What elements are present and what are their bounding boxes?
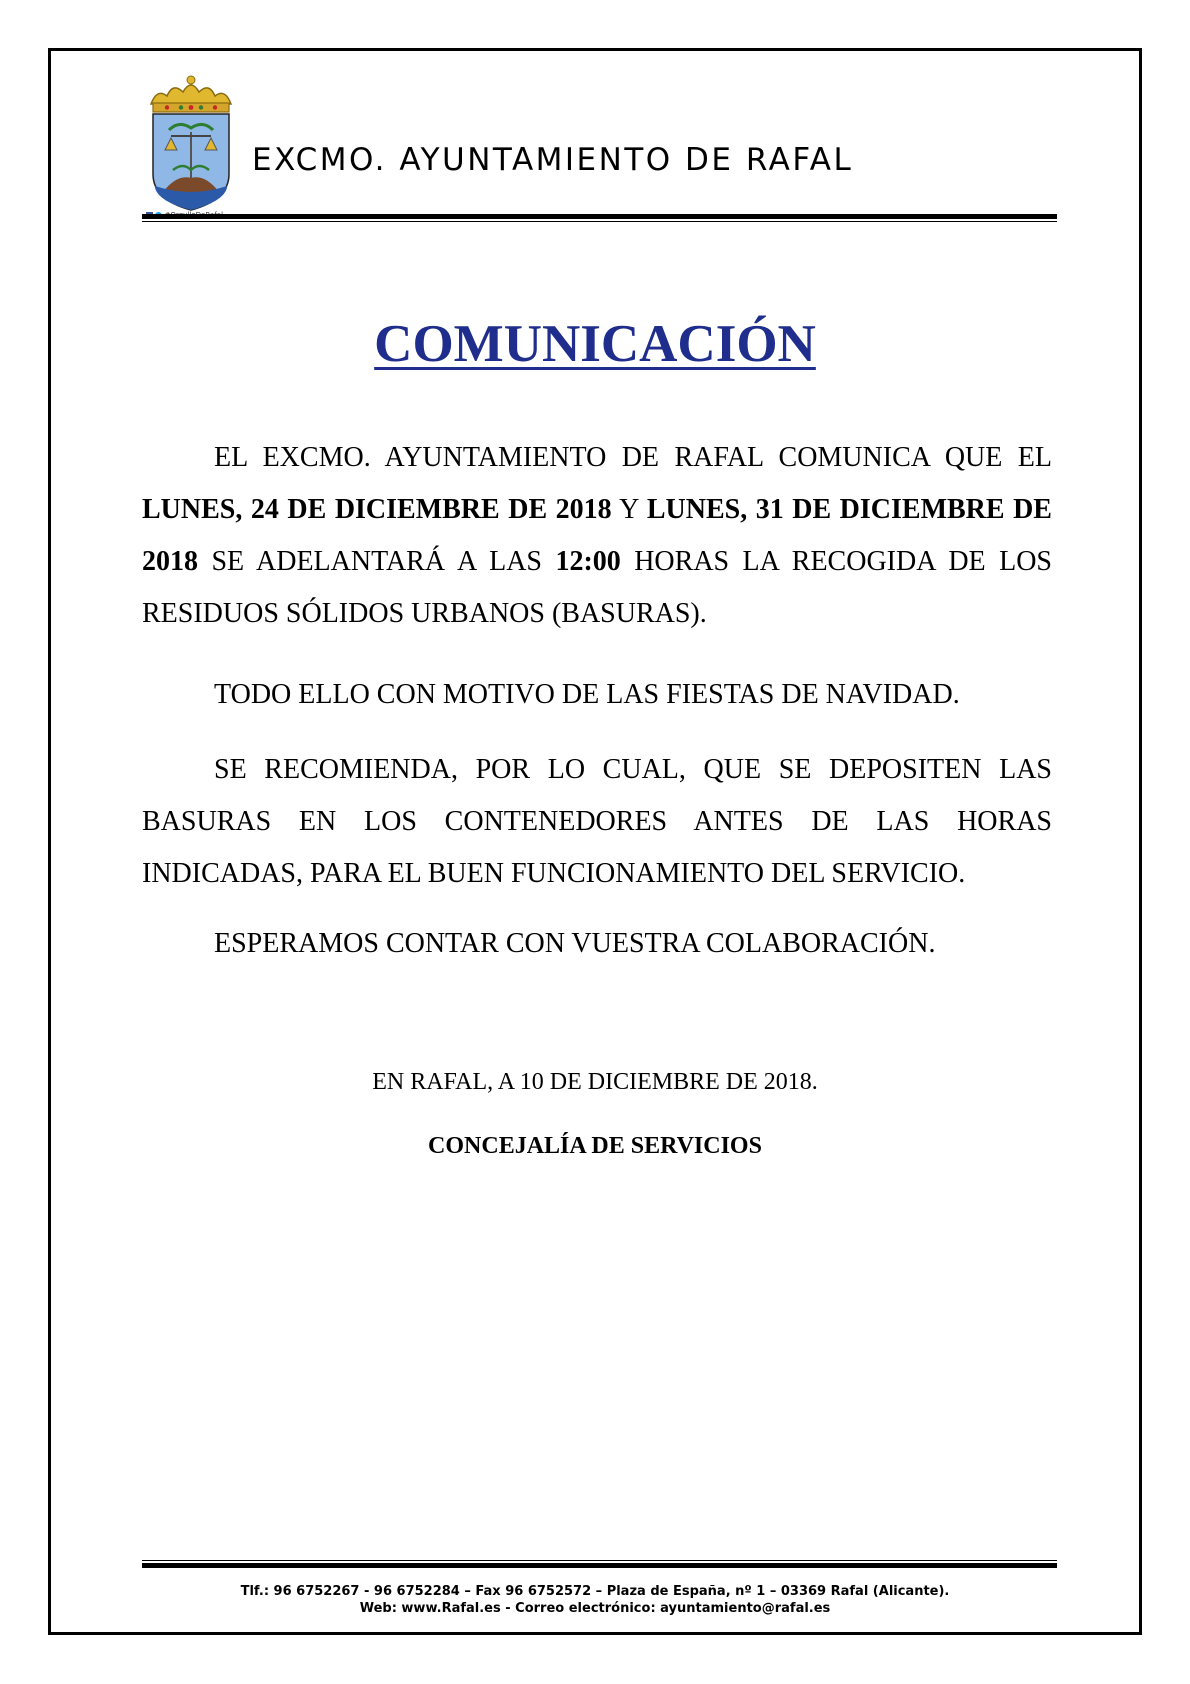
- paragraph-recommendation: SE RECOMIENDA, POR LO CUAL, QUE SE DEPOSITEN LAS BASURAS EN LOS CONTENEDORES ANTES DE LAS HORAS INDICADAS, PARA EL BUEN FUNCIONAMIENTO DEL SERVICIO.: [142, 754, 1052, 889]
- footer-divider-thick: [142, 1563, 1057, 1568]
- footer-web-line: Web: www.Rafal.es - Correo electrónico: ayuntamiento@rafal.es: [359, 1601, 831, 1616]
- council-name: EXCMO. AYUNTAMIENTO DE RAFAL: [252, 142, 854, 178]
- place-and-date: EN RAFAL, A 10 DE DICIEMBRE DE 2018.: [372, 1069, 818, 1095]
- crown-icon: [151, 76, 231, 112]
- time-highlight: 12:00: [555, 546, 621, 577]
- date-highlight-1: LUNES, 24 DE DICIEMBRE DE 2018: [142, 494, 612, 525]
- paragraph-closing: ESPERAMOS CONTAR CON VUESTRA COLABORACIÓN.: [214, 928, 936, 959]
- department-signature: CONCEJALÍA DE SERVICIOS: [428, 1133, 762, 1159]
- footer-divider-thin: [142, 1560, 1057, 1561]
- coat-of-arms-logo: [143, 74, 239, 222]
- date-highlight-2: LUNES, 31 DE DICIEMBRE DE 2018: [142, 494, 1052, 577]
- paragraph-notice: EL EXCMO. AYUNTAMIENTO DE RAFAL COMUNICA QUE EL LUNES, 24 DE DICIEMBRE DE 2018 Y LUNES, 31 DE DICIEMBRE DE 2018 SE ADELANTARÁ A LAS 12:00 HORAS LA RECOGIDA DE LOS RESIDUOS SÓLIDOS URBANOS (BASURAS).: [142, 442, 1052, 629]
- footer-contact-line: Tlf.: 96 6752267 - 96 6752284 – Fax 96 6752572 – Plaza de España, nº 1 – 03369 Rafal (Alicante).: [240, 1584, 950, 1599]
- page-title: COMUNICACIÓN: [374, 315, 816, 373]
- header-divider-thin: [142, 221, 1057, 222]
- paragraph-reason: TODO ELLO CON MOTIVO DE LAS FIESTAS DE NAVIDAD.: [214, 679, 960, 710]
- header-divider-thick: [142, 214, 1057, 219]
